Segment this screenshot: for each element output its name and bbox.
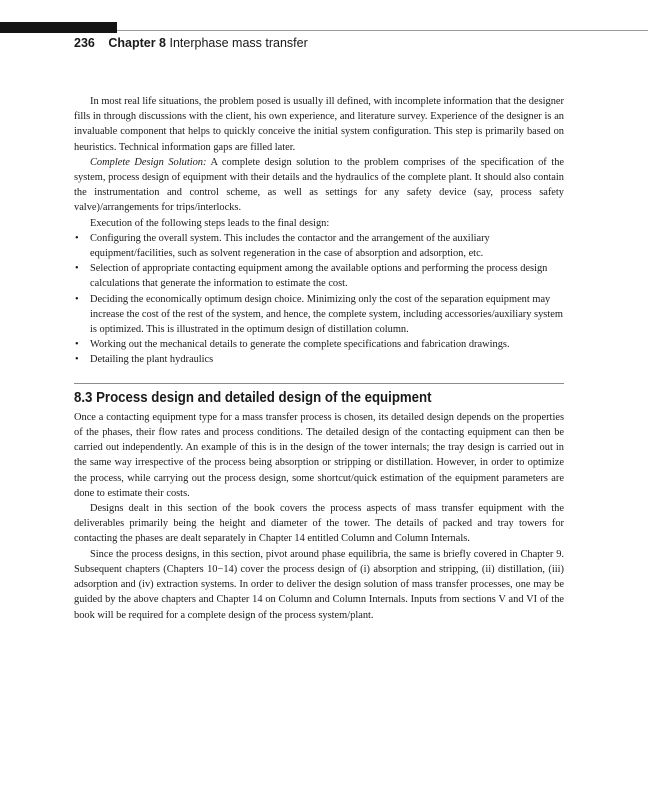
running-header <box>74 36 308 50</box>
bullet-icon: • <box>75 263 79 275</box>
design-solution-text: A complete design solution to the problem comprises of the specification of the system, process design of equipment with their details and the hydraulics of the complete plant. It should also contain the instrumentation and control scheme, as well as settings for any safety device (say, process safety valve)/arrangements for trips/interlocks. <box>74 156 564 214</box>
bullet-icon: • <box>75 339 79 351</box>
chapter-label: Chapter 8 <box>108 36 166 50</box>
list-item: • Detailing the plant hydraulics <box>74 352 564 367</box>
intro-paragraph-1: In most real life situations, the problem posed is usually ill defined, with incomplete information that the designer fills in through discussions with the client, his own experience, and literature survey. Experience of the designer is an invaluable component that helps to quickly conceive the initial system configuration. This step is primarily based on heuristics. Technical information gaps are filled later. <box>74 96 564 153</box>
design-solution-lead: Complete Design Solution: <box>90 156 207 168</box>
section-paragraph-2: Designs dealt in this section of the book covers the process aspects of mass transfer equipment with the deliverables primarily being the height and diameter of the tower. The details of packed and tray towers for contacting the phases are dealt separately in Chapter 14 entitled Column and Column Internals. <box>74 503 564 545</box>
bullet-icon: • <box>75 354 79 366</box>
design-steps-list <box>74 231 564 368</box>
intro-paragraph-2 <box>74 155 564 216</box>
list-item: • Deciding the economically optimum design choice. Minimizing only the cost of the separation equipment may increase the cost of the rest of the system, and hence, the complete system, including accessories/auxiliary system is optimized. This is illustrated in the optimum design of distillation column. <box>75 293 563 336</box>
list-item: • Selection of appropriate contacting equipment among the available options and performing the process design calculations that generate the information to estimate the cost. <box>75 263 548 290</box>
intro-paragraph-3: Execution of the following steps leads to the final design: <box>90 217 330 229</box>
section-paragraph-3: Since the process designs, in this section, pivot around phase equilibria, the same is briefly covered in Chapter 9. Subsequent chapters (Chapters 10−14) cover the process design of (i) absorption and stripping, (ii) distillation, (iii) adsorption and (iv) extraction systems. In order to deliver the design solution of mass transfer processes, one may be guided by the above chapters and Chapter 14 on Column and Column Internals. Inputs from sections V and VI of the book will be required for a complete design of the process system/plant. <box>74 548 564 621</box>
list-item: • Working out the mechanical details to generate the complete specifications and fabrication drawings. <box>74 337 564 352</box>
page-body <box>74 94 564 623</box>
bullet-icon: • <box>75 232 79 244</box>
page-number: 236 <box>74 36 95 50</box>
header-bar-block <box>0 22 117 33</box>
section-divider <box>74 383 564 384</box>
header-rule <box>117 30 648 31</box>
section-heading: 8.3 Process design and detailed design of the equipment <box>74 389 432 406</box>
list-item: • Configuring the overall system. This includes the contactor and the arrangement of the auxiliary equipment/facilities, such as solvent regeneration in the case of absorption and adsorption, etc. <box>75 232 490 260</box>
bullet-icon: • <box>75 293 79 305</box>
section-paragraph-1: Once a contacting equipment type for a mass transfer process is chosen, its detailed design depends on the properties of the phases, their flow rates and process conditions. The detailed design of the contacting equipment can then be carried out independently. An example of this is in the design of the tower internals; the tray design is carried out in the same way irrespective of the process being absorption or stripping or distillation. However, in order to optimize the process, while carrying out the process design, some shortcut/quick estimation of the equipment parameters are done to estimate their costs. <box>74 411 564 499</box>
chapter-title: Interphase mass transfer <box>169 36 308 50</box>
